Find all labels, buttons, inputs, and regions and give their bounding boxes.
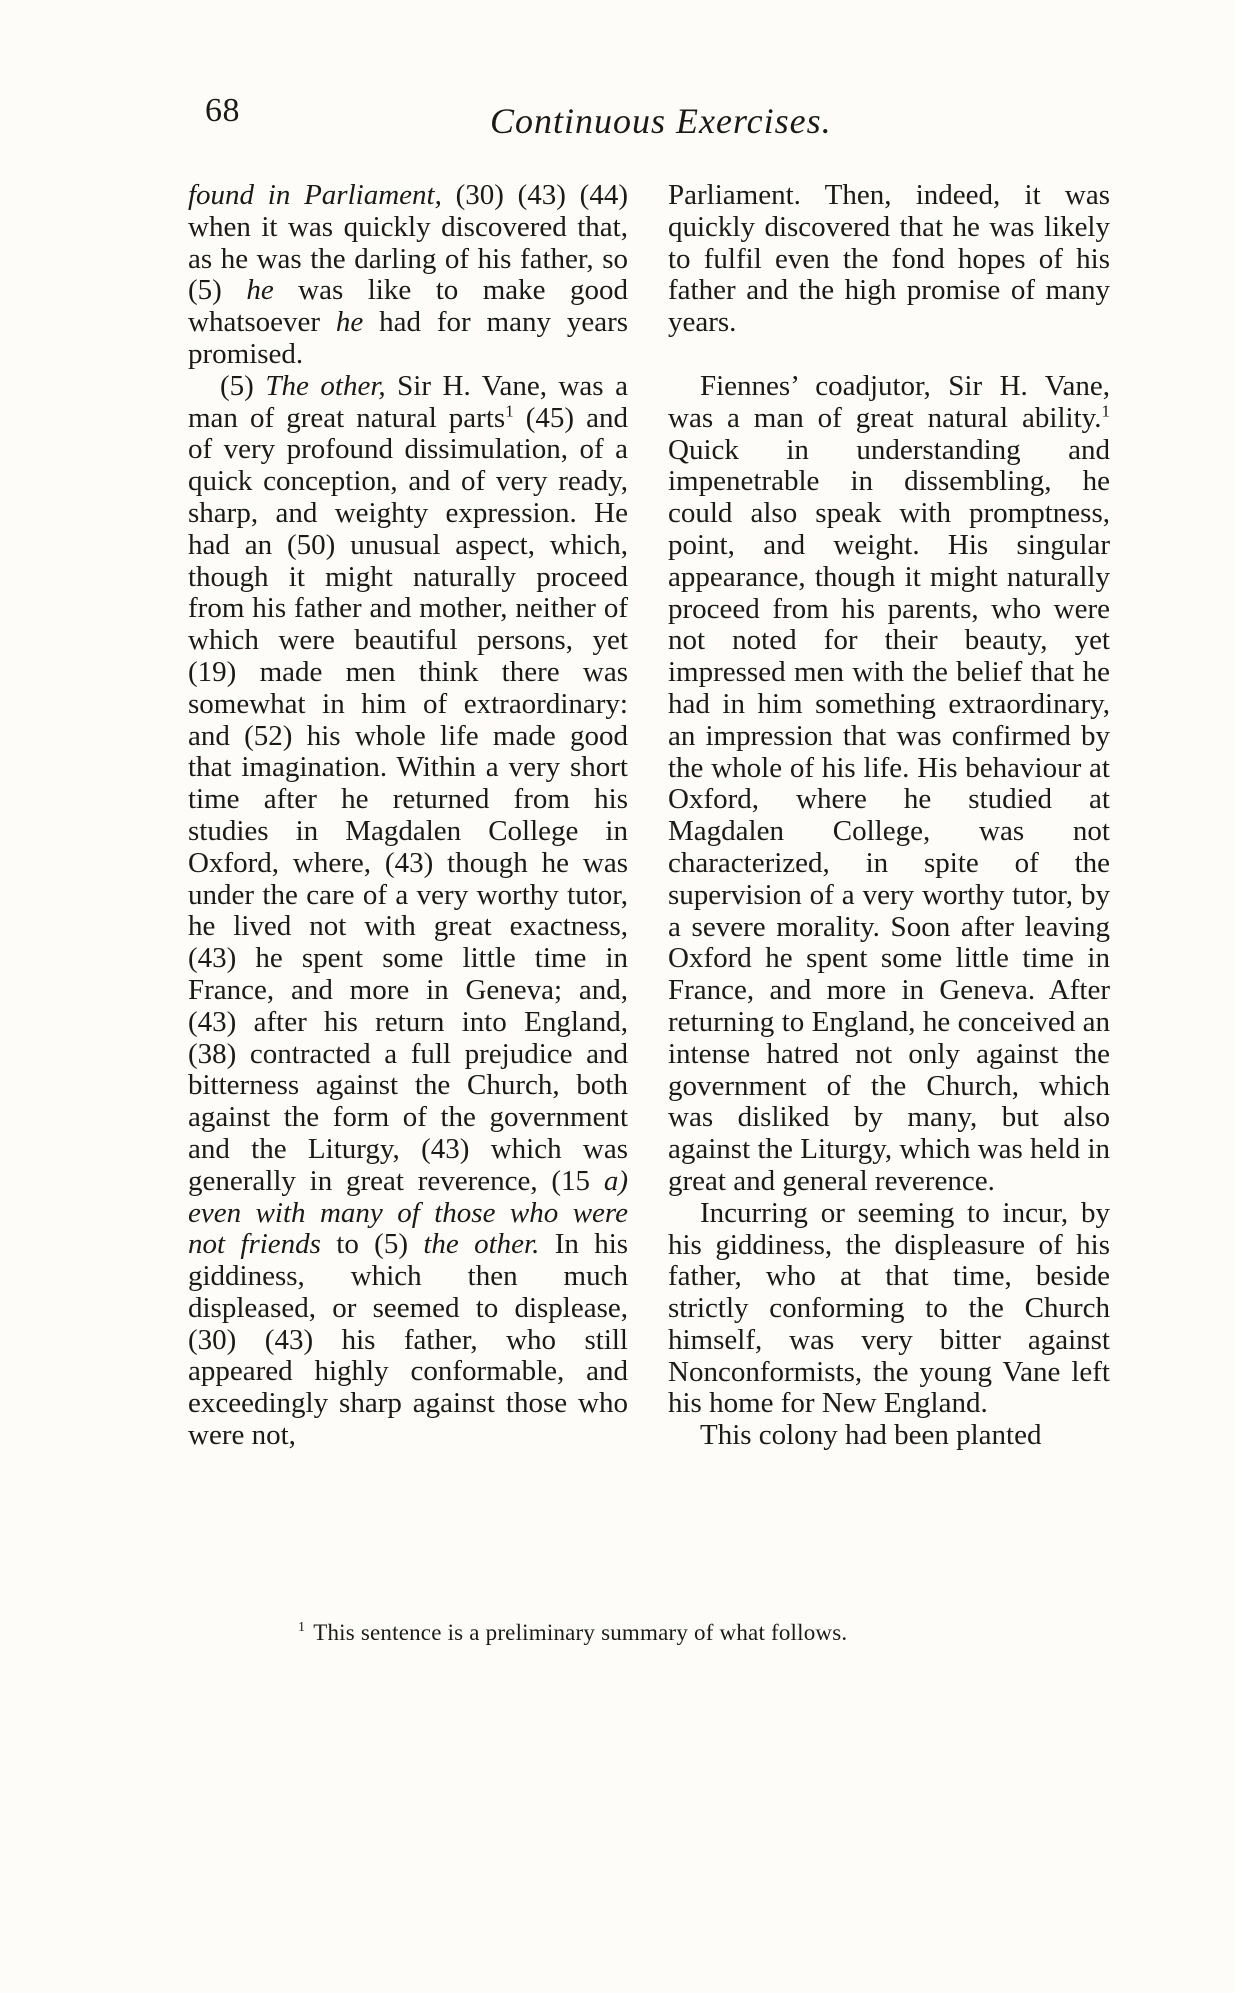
right-paragraph-3: Incurring or seeming to incur, by his giddiness, the displeasure of his father, who at that time, beside strictly conforming to the Church himself, was very bitter against Nonconformists, the young Vane left his home for New England. (668, 1196, 1110, 1420)
left-column-original-text (188, 180, 628, 1452)
left-paragraph-1 (188, 180, 628, 371)
text-run: (45) and of very profound dissimulation, of a quick conception, and of very ready, sharp, and weighty expression. He had an (50) unusual aspect, which, though it might naturally proceed from his father and mother, neither of which were beautiful persons, yet (19) made men think there was somewhat in him of extraordinary: and (52) his whole life made good that imagination. Within a very short time after he returned from his studies in Magdalen College in Oxford, where, (43) though he was under the care of a very worthy tutor, he lived not with great exactness, (43) he spent some little time in France, and more in Geneva; and, (43) after his return into England, (38) contracted a full prejudice and bitterness against the Church, both against the form of the government and the Liturgy, (43) which was generally in great reverence, (15 (188, 401, 628, 1197)
footnote-reference: 1 (1101, 401, 1110, 421)
text-run: to (5) (336, 1228, 408, 1261)
text-run: was like to make good whatsoever (188, 274, 629, 339)
right-column-paraphrase (668, 180, 1110, 1452)
italic-phrase: even with many of those who were not friends (188, 1196, 628, 1261)
italic-phrase: the other. (423, 1228, 540, 1261)
text-run: Sir H. Vane, was a man of great natural parts (188, 369, 628, 434)
italic-letter: a) (603, 1164, 629, 1197)
text-run: had for many years promised. (188, 306, 629, 370)
paragraph-gap (668, 339, 1110, 371)
italic-word: he (246, 274, 274, 307)
text-run: (5) (220, 369, 254, 402)
footnote-text: This sentence is a preliminary summary of what follows. (313, 1620, 848, 1645)
page-number: 68 (205, 92, 240, 129)
text-run: (30) (43) (44) when it was quickly discovered that, as he was the darling of his father, so (5) (188, 179, 628, 307)
footnote-marker: 1 (298, 1620, 306, 1636)
footnote (298, 1620, 847, 1646)
right-paragraph-2 (668, 371, 1110, 1198)
running-title: Continuous Exercises. (490, 101, 832, 141)
italic-word: he (335, 306, 364, 339)
left-paragraph-2 (188, 371, 628, 1452)
footnote-reference: 1 (505, 400, 514, 420)
italic-phrase: The other, (265, 369, 386, 402)
italic-phrase: found in Parliament, (188, 179, 442, 211)
right-paragraph-1: Parliament. Then, indeed, it was quickly discovered that he was likely to fulfil even the fond hopes of his father and the high promise of many years. (668, 179, 1110, 339)
text-run: Quick in understanding and impenetrable in dissembling, he could also speak with promptness, point, and weight. His singular appearance, though it might naturally proceed from his parents, who were not noted for their beauty, yet impressed men with the belief that he had in him something extraordinary, an impression that was confirmed by the whole of his life. His behaviour at Oxford, where he studied at Magdalen College, was not characterized, in spite of the supervision of a very worthy tutor, by a severe morality. Soon after leaving Oxford he spent some little time in France, and more in Geneva. After returning to England, he conceived an intense hatred not only against the government of the Church, which was disliked by many, but also against the Liturgy, which was held in great and general reverence. (668, 433, 1110, 1197)
text-run: In his giddiness, which then much displeased, or seemed to displease, (30) (43) his father, who still appeared highly conformable, and exceedingly sharp against those who were not, (188, 1228, 629, 1452)
text-run: Fiennes’ coadjutor, Sir H. Vane, was a man of great natural ability. (668, 369, 1110, 434)
right-paragraph-4: This colony had been planted (700, 1419, 1042, 1452)
